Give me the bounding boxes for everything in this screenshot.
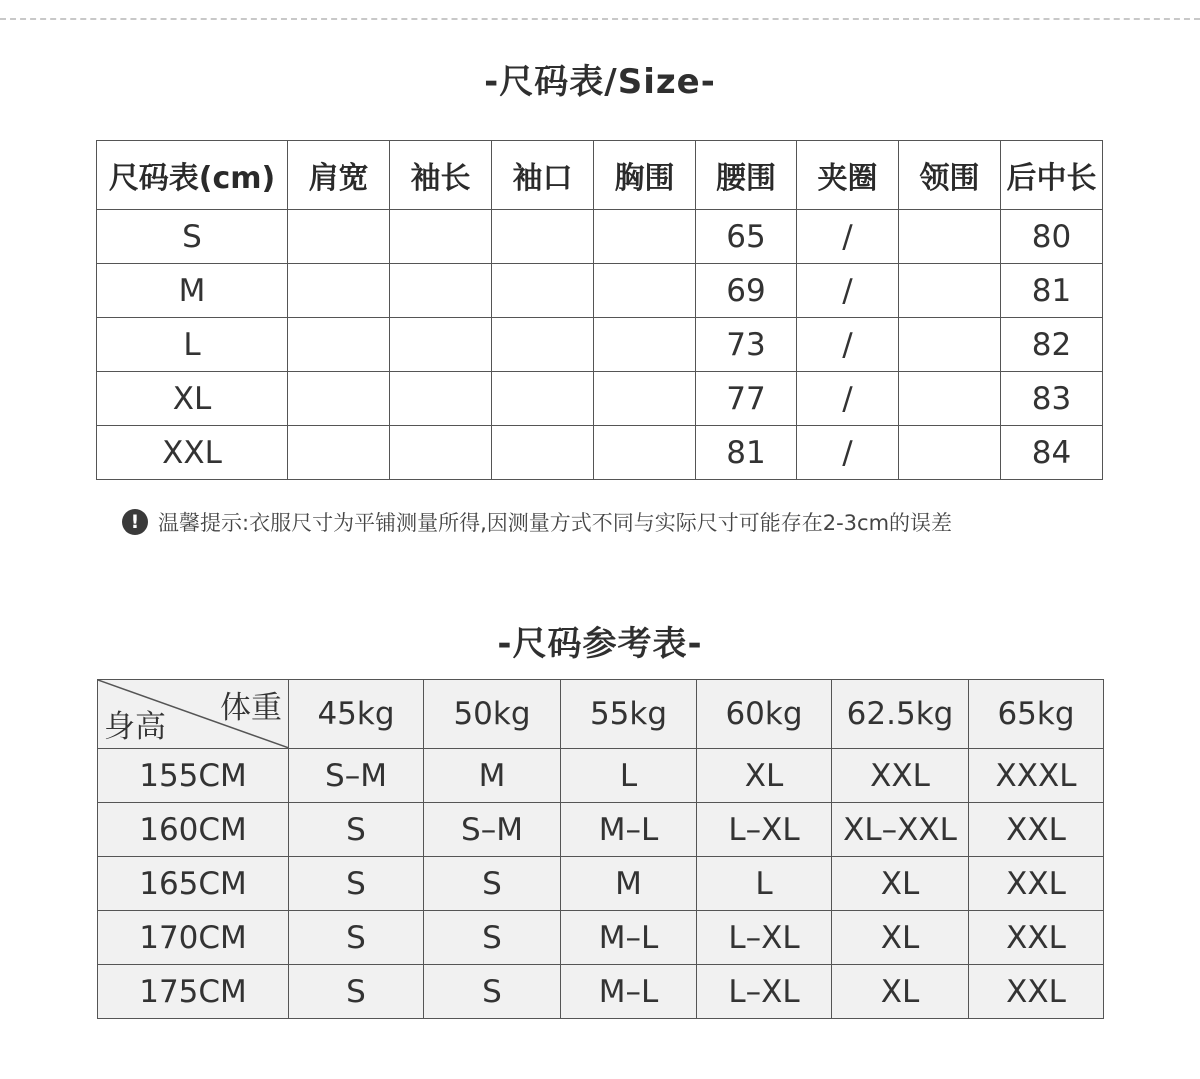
size-recommendation: S bbox=[424, 965, 561, 1019]
back-length-value: 81 bbox=[1001, 264, 1103, 318]
armhole-value: / bbox=[797, 264, 899, 318]
table-row bbox=[97, 372, 1103, 426]
waist-value: 81 bbox=[696, 426, 797, 480]
size-reference-table bbox=[97, 679, 1104, 1019]
collar-value bbox=[899, 372, 1001, 426]
shoulder-value bbox=[288, 318, 390, 372]
size-label: XXL bbox=[97, 426, 288, 480]
header-sleeve-length: 袖长 bbox=[390, 141, 492, 210]
header-back-length: 后中长 bbox=[1001, 141, 1103, 210]
header-shoulder: 肩宽 bbox=[288, 141, 390, 210]
weight-header: 50kg bbox=[424, 680, 561, 749]
size-recommendation: XL bbox=[832, 911, 969, 965]
table-row bbox=[98, 857, 1104, 911]
waist-value: 77 bbox=[696, 372, 797, 426]
header-collar: 领围 bbox=[899, 141, 1001, 210]
size-recommendation: L–XL bbox=[697, 965, 832, 1019]
size-reference-title: -尺码参考表- bbox=[497, 624, 703, 664]
size-recommendation: S bbox=[289, 803, 424, 857]
reference-header-row bbox=[98, 680, 1104, 749]
back-length-value: 80 bbox=[1001, 210, 1103, 264]
sleeve-length-value bbox=[390, 264, 492, 318]
height-axis-label: 身高 bbox=[104, 709, 166, 745]
cuff-value bbox=[492, 372, 594, 426]
dashed-divider bbox=[0, 18, 1200, 20]
size-label: XL bbox=[97, 372, 288, 426]
height-label: 175CM bbox=[98, 965, 289, 1019]
weight-header: 62.5kg bbox=[832, 680, 969, 749]
weight-header: 60kg bbox=[697, 680, 832, 749]
chest-value bbox=[594, 426, 696, 480]
back-length-value: 82 bbox=[1001, 318, 1103, 372]
size-recommendation: L bbox=[697, 857, 832, 911]
back-length-value: 83 bbox=[1001, 372, 1103, 426]
armhole-value: / bbox=[797, 210, 899, 264]
height-label: 155CM bbox=[98, 749, 289, 803]
size-recommendation: XL bbox=[697, 749, 832, 803]
shoulder-value bbox=[288, 372, 390, 426]
table-row bbox=[98, 911, 1104, 965]
size-recommendation: XXL bbox=[832, 749, 969, 803]
armhole-value: / bbox=[797, 318, 899, 372]
table-row bbox=[97, 210, 1103, 264]
size-recommendation: M bbox=[424, 749, 561, 803]
size-recommendation: S bbox=[424, 857, 561, 911]
collar-value bbox=[899, 210, 1001, 264]
height-label: 160CM bbox=[98, 803, 289, 857]
header-cuff: 袖口 bbox=[492, 141, 594, 210]
collar-value bbox=[899, 426, 1001, 480]
header-size-cm: 尺码表(cm) bbox=[97, 141, 288, 210]
notice-text: 温馨提示:衣服尺寸为平铺测量所得,因测量方式不同与实际尺寸可能存在2-3cm的误差 bbox=[158, 511, 953, 535]
cuff-value bbox=[492, 318, 594, 372]
exclamation-circle-icon: ! bbox=[122, 509, 148, 535]
table-row bbox=[97, 426, 1103, 480]
size-recommendation: XXL bbox=[969, 911, 1104, 965]
size-recommendation: XXXL bbox=[969, 749, 1104, 803]
size-label: M bbox=[97, 264, 288, 318]
table-row bbox=[97, 318, 1103, 372]
size-recommendation: S–M bbox=[424, 803, 561, 857]
shoulder-value bbox=[288, 210, 390, 264]
size-recommendation: M–L bbox=[561, 965, 697, 1019]
collar-value bbox=[899, 318, 1001, 372]
table-row bbox=[98, 965, 1104, 1019]
collar-value bbox=[899, 264, 1001, 318]
size-recommendation: XXL bbox=[969, 965, 1104, 1019]
size-recommendation: M bbox=[561, 857, 697, 911]
size-recommendation: XXL bbox=[969, 857, 1104, 911]
shoulder-value bbox=[288, 426, 390, 480]
chest-value bbox=[594, 210, 696, 264]
chest-value bbox=[594, 318, 696, 372]
waist-value: 65 bbox=[696, 210, 797, 264]
weight-header: 45kg bbox=[289, 680, 424, 749]
back-length-value: 84 bbox=[1001, 426, 1103, 480]
sleeve-length-value bbox=[390, 426, 492, 480]
corner-cell bbox=[98, 680, 289, 749]
size-recommendation: L bbox=[561, 749, 697, 803]
size-recommendation: L–XL bbox=[697, 911, 832, 965]
size-recommendation: M–L bbox=[561, 911, 697, 965]
header-waist: 腰围 bbox=[696, 141, 797, 210]
cuff-value bbox=[492, 264, 594, 318]
sleeve-length-value bbox=[390, 372, 492, 426]
table-row bbox=[98, 749, 1104, 803]
size-chart-table bbox=[96, 140, 1103, 480]
size-chart-header-row bbox=[97, 141, 1103, 210]
weight-header: 55kg bbox=[561, 680, 697, 749]
size-recommendation: XL–XXL bbox=[832, 803, 969, 857]
armhole-value: / bbox=[797, 372, 899, 426]
cuff-value bbox=[492, 426, 594, 480]
waist-value: 73 bbox=[696, 318, 797, 372]
sleeve-length-value bbox=[390, 210, 492, 264]
cuff-value bbox=[492, 210, 594, 264]
size-chart-title: -尺码表/Size- bbox=[484, 62, 716, 102]
chest-value bbox=[594, 264, 696, 318]
size-recommendation: XXL bbox=[969, 803, 1104, 857]
size-recommendation: S bbox=[424, 911, 561, 965]
armhole-value: / bbox=[797, 426, 899, 480]
weight-header: 65kg bbox=[969, 680, 1104, 749]
size-label: L bbox=[97, 318, 288, 372]
table-row bbox=[98, 803, 1104, 857]
size-recommendation: S bbox=[289, 965, 424, 1019]
measurement-notice bbox=[122, 506, 952, 538]
sleeve-length-value bbox=[390, 318, 492, 372]
size-recommendation: L–XL bbox=[697, 803, 832, 857]
size-recommendation: S–M bbox=[289, 749, 424, 803]
size-recommendation: S bbox=[289, 911, 424, 965]
weight-axis-label: 体重 bbox=[220, 690, 282, 726]
chest-value bbox=[594, 372, 696, 426]
shoulder-value bbox=[288, 264, 390, 318]
header-armhole: 夹圈 bbox=[797, 141, 899, 210]
height-label: 170CM bbox=[98, 911, 289, 965]
waist-value: 69 bbox=[696, 264, 797, 318]
size-recommendation: XL bbox=[832, 965, 969, 1019]
header-chest: 胸围 bbox=[594, 141, 696, 210]
height-label: 165CM bbox=[98, 857, 289, 911]
size-label: S bbox=[97, 210, 288, 264]
size-recommendation: S bbox=[289, 857, 424, 911]
table-row bbox=[97, 264, 1103, 318]
size-recommendation: XL bbox=[832, 857, 969, 911]
size-recommendation: M–L bbox=[561, 803, 697, 857]
